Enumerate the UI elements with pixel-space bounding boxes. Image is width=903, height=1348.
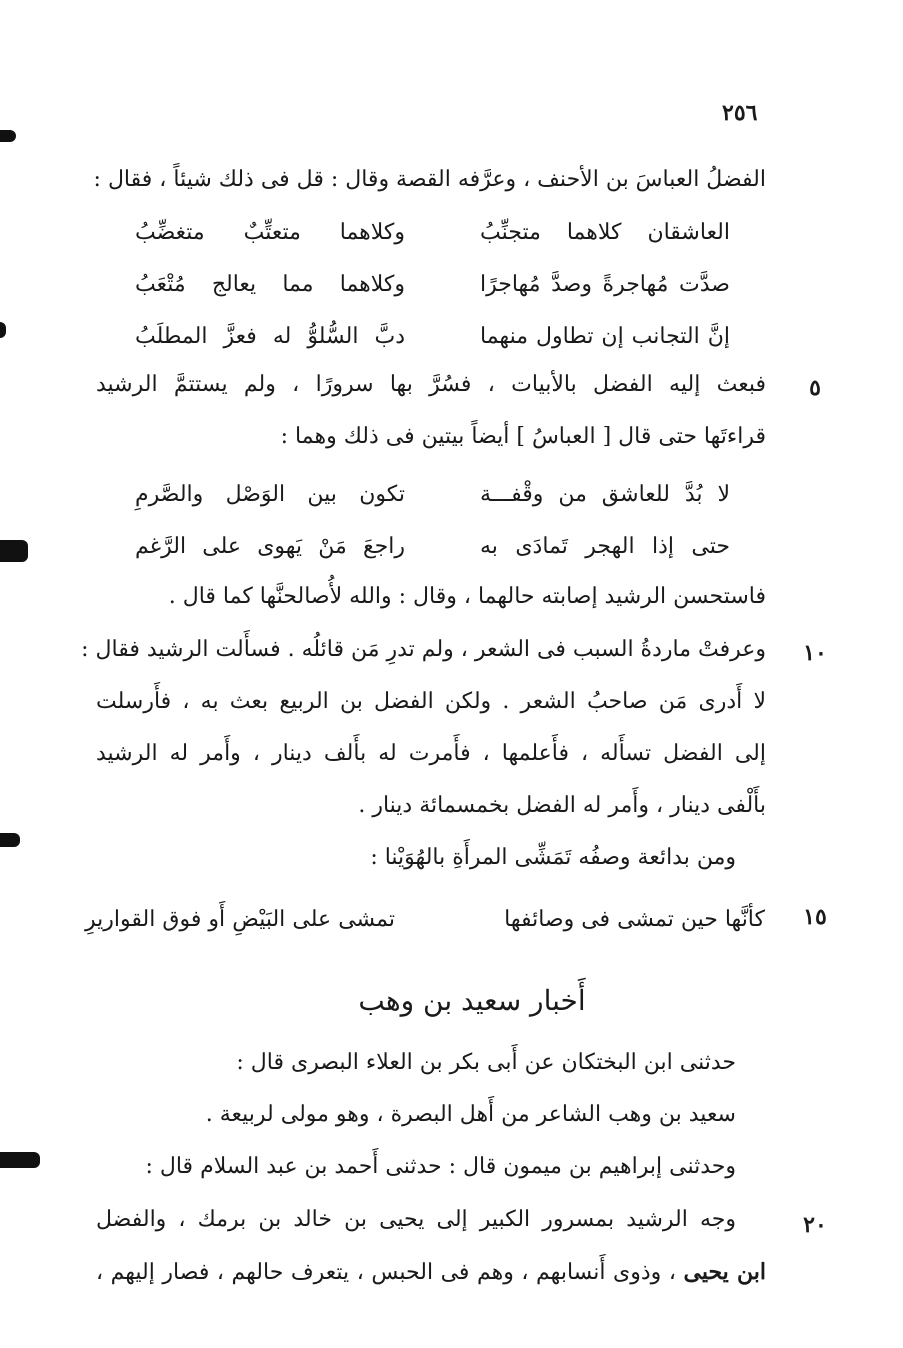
line-number: ١٠ (803, 640, 827, 666)
text-line: سعيد بن وهب الشاعر من أَهل البصرة ، وهو مولى لربيعة . (205, 1102, 736, 1127)
text-line: وجه الرشيد بمسرور الكبير إلى يحيى بن خالد بن برمك ، والفضل (96, 1207, 736, 1232)
text-line: إلى الفضل تسأَله ، فأَعلمها ، فأَمرت له بأَلف دينار ، وأَمر له الرشيد (96, 741, 766, 766)
verse-hemistich-second: تكون بين الوَصْل والصَّرمِ (135, 482, 405, 507)
text-line: ومن بدائعة وصفُه تَمَشِّى المرأَةِ بالهُوَيْنا : (370, 845, 736, 870)
text-line: لا أَدرى مَن صاحبُ الشعر . ولكن الفضل بن الربيع بعث به ، فأَرسلت (96, 689, 766, 714)
text-line: الفضلُ العباسَ بن الأحنف ، وعرَّفه القصة وقال : قل فى ذلك شيئاً ، فقال : (93, 167, 766, 192)
line-number: ٥ (809, 375, 821, 401)
verse-hemistich-first: لا بُدَّ للعاشق من وقْفـــة (480, 482, 730, 507)
verse-hemistich-first: صدَّت مُهاجرةً وصدَّ مُهاجرًا (480, 272, 730, 297)
binding-mark (0, 130, 16, 142)
verse-hemistich-second: دبَّ السُّلوُّ له فعزَّ المطلَبُ (135, 324, 405, 349)
verse-hemistich-second: راجعَ مَنْ يَهوى على الرَّغم (135, 534, 405, 559)
section-heading: أَخبار سعيد بن وهب (358, 984, 586, 1017)
verse-hemistich-first: العاشقان كلاهما متجنِّبُ (480, 220, 730, 245)
line-number: ٢٠ (803, 1212, 827, 1238)
verse-hemistich-first: كأنَّها حين تمشى فى وصائفها (504, 907, 765, 932)
binding-mark (0, 540, 28, 562)
text-line-last (96, 1257, 766, 1288)
line-number: ١٥ (803, 904, 827, 930)
verse-hemistich-second: وكلاهما مما يعالج مُتْعَبُ (135, 272, 405, 297)
bold-phrase: ابن يحيى (683, 1259, 766, 1285)
verse-hemistich-second: وكلاهما متعتِّبٌ متغضِّبُ (135, 220, 405, 245)
text-fragment: ، وذوى أَنسابهم ، وهم فى الحبس ، يتعرف حالهم ، فصار إليهم ، (96, 1260, 676, 1285)
binding-mark (0, 1152, 40, 1168)
text-line: حدثنى ابن البختكان عن أَبى بكر بن العلاء البصرى قال : (236, 1050, 736, 1075)
text-line: فبعث إليه الفضل بالأبيات ، فسُرَّ بها سرورًا ، ولم يستتمَّ الرشيد (96, 372, 766, 397)
text-line: بأَلْفى دينار ، وأَمر له الفضل بخمسمائة دينار . (358, 793, 766, 818)
text-line: وعرفتْ ماردةُ السبب فى الشعر ، ولم تدرِ مَن قائلُه . فسأَلت الرشيد فقال : (81, 637, 766, 662)
text-line: فاستحسن الرشيد إصابته حالهما ، وقال : والله لأُصالحنَّها كما قال . (168, 584, 766, 609)
text-line: قراءتَها حتى قال [ العباسُ ] أيضاً بيتين فى ذلك وهما : (280, 424, 766, 449)
verse-hemistich-second: تمشى على البَيْضِ أَو فوق القواريرِ (85, 907, 395, 932)
binding-mark (0, 833, 20, 847)
verse-hemistich-first: حتى إذا الهجر تَمادَى به (480, 534, 730, 559)
verse-hemistich-first: إنَّ التجانب إن تطاول منهما (480, 324, 730, 349)
text-line: وحدثنى إبراهيم بن ميمون قال : حدثنى أَحمد بن عبد السلام قال : (145, 1154, 736, 1179)
page-number: ٢٥٦ (722, 100, 758, 126)
binding-mark (0, 322, 6, 338)
